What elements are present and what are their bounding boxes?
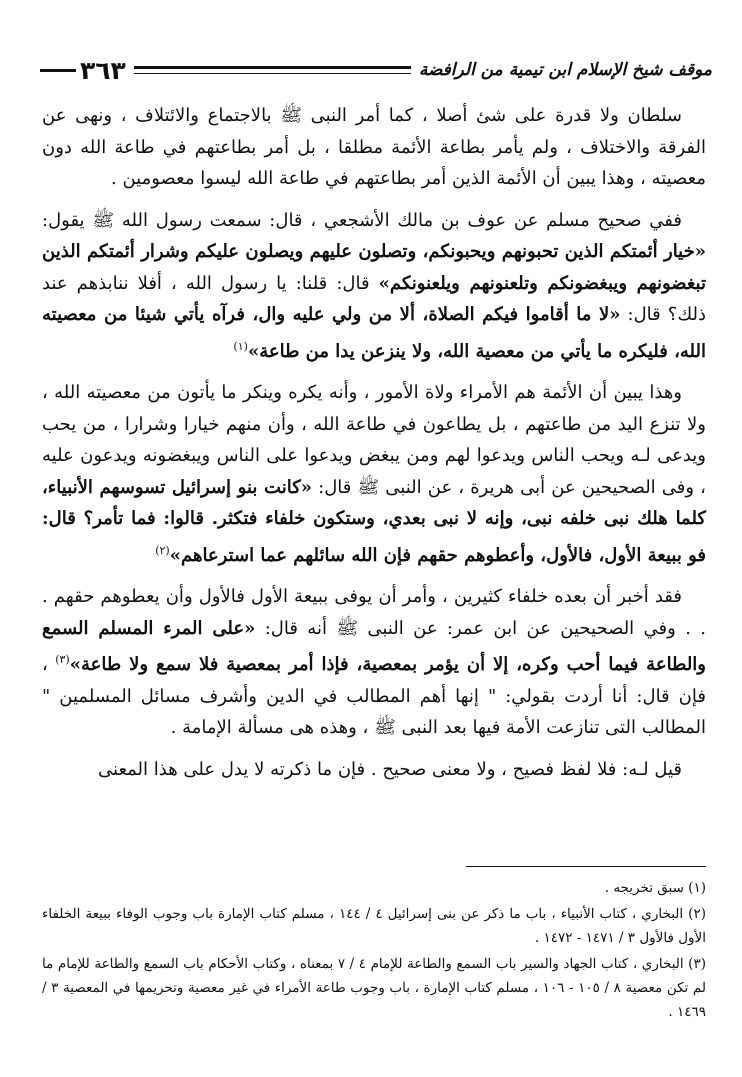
footnote-marker: (٣): [55, 653, 70, 666]
paragraph: [42, 377, 706, 571]
page-number: ٣٦٣: [80, 55, 126, 85]
text-run: فقد أخبر أن بعده خلفاء كثيرين ، وأمر أن يوفى ببيعة الأول فالأول وأن يعطوهم حقهم . . . وفي الصحيحين عن ابن عمر: عن النبى ﷺ أنه قال:: [42, 586, 706, 639]
hadith-quote: «خيار أئمتكم الذين تحبونهم ويحبونكم، وتصلون عليهم ويصلون عليكم وشرار أئمتكم الذين تبغضونهم ويبغضونكم وتلعنونهم ويلعنونكم»: [42, 241, 706, 294]
header-rule: [134, 66, 411, 74]
text-run: سلطان ولا قدرة على شئ أصلا ، كما أمر النبى ﷺ بالاجتماع والائتلاف ، ونهى عن الفرقة والاختلاف ، ولم يأمر بطاعة الأئمة مطلقا ، بل أمر بطاعتهم في طاعة الله دون معصيته ، وهذا يبين أن الأئمة الذين أمر بطاعتهم في طاعة الله ليسوا معصومين .: [42, 105, 706, 189]
footnote-marker: (١): [233, 339, 248, 353]
footnote: (٣) البخاري ، كتاب الجهاد والسير باب السمع والطاعة للإمام ٤ / ٧ بمعناه ، وكتاب الأحكام باب السمع والطاعة للإمام ما لم تكن معصية ٨ / ١٠٥ - ١٠٦ ، مسلم كتاب الإمارة ، باب وجوب طاعة الأمراء في غير معصية وتحريمها في المعصية ٣ / ١٤٦٩ .: [42, 956, 706, 1020]
hadith-quote: «كانت بنو إسرائيل تسوسهم الأنبياء، كلما هلك نبى خلفه نبى، وإنه لا نبى بعدي، وستكون خلفاء فتكثر. قالوا: فما تأمر؟ قال: فو ببيعة الأول، فالأول، وأعطوهم حقهم فإن الله سائلهم عما استرعاهم»: [42, 476, 706, 566]
text-run: ، فإن قال: أنا أردت بقولي: " إنها أهم المطالب في الدين وأشرف مسائل المسلمين " المطالب التى تنازعت الأمة فيها بعد النبى ﷺ ، وهذه هى مسألة الإمامة .: [42, 654, 706, 738]
paragraph: [42, 581, 706, 744]
header-dash-left: [40, 69, 76, 72]
text-run: ففي صحيح مسلم عن عوف بن مالك الأشجعي ، قال: سمعت رسول الله ﷺ يقول:: [42, 209, 682, 231]
footnote: (١) سبق تخريجه .: [604, 880, 706, 896]
hadith-quote: «لا ما أقاموا فيكم الصلاة، ألا من ولي عليه وال، فرآه يأتي شيئا من معصيته الله، فليكره ما يأتي من معصية الله، ولا ينزعن يدا من طاعة»: [42, 304, 706, 362]
page-header: [40, 52, 712, 88]
text-run: قال: قلنا: يا رسول الله ، أفلا ننابذهم عند ذلك؟ قال:: [42, 272, 706, 325]
paragraph: [42, 100, 706, 195]
footnote-marker: (٢): [155, 543, 170, 557]
footnote: (٢) البخاري ، كتاب الأنبياء ، باب ما ذكر عن بنى إسرائيل ٤ / ١٤٤ ، مسلم كتاب الإمارة باب وجوب الوفاء ببيعة الخلفاء الأول فالأول ٣ / ١٤٧١ - ١٤٧٢ .: [42, 906, 706, 946]
main-text: [42, 100, 706, 795]
footnotes: [42, 876, 706, 1026]
paragraph: [42, 205, 706, 368]
footnote-separator: [466, 866, 706, 867]
running-title: موقف شيخ الإسلام ابن تيمية من الرافضة: [418, 60, 712, 80]
text-run: وهذا يبين أن الأئمة هم الأمراء ولاة الأمور ، وأنه يكره وينكر ما يأتون من معصيته الله ، ولا تنزع اليد من طاعتهم ، بل يطاعون في طاعة الله ، وأن منهم خيارا وشرارا ، من يحب ويدعى لـه ويحب الناس ويدعوا لهم ومن يبغض ويدعوا على الناس ويبغضونه ويدعون عليه ، وفى الصحيحين عن أبى هريرة ، عن النبى ﷺ قال:: [42, 382, 706, 498]
paragraph: [42, 754, 706, 786]
hadith-quote: «على المرء المسلم السمع والطاعة فيما أحب وكره، إلا أن يؤمر بمعصية، فإذا أمر بمعصية فلا سمع ولا طاعة»: [42, 617, 706, 675]
text-run: قيل لـه: فلا لفظ فصيح ، ولا معنى صحيح . فإن ما ذكرته لا يدل على هذا المعنى: [98, 758, 682, 780]
